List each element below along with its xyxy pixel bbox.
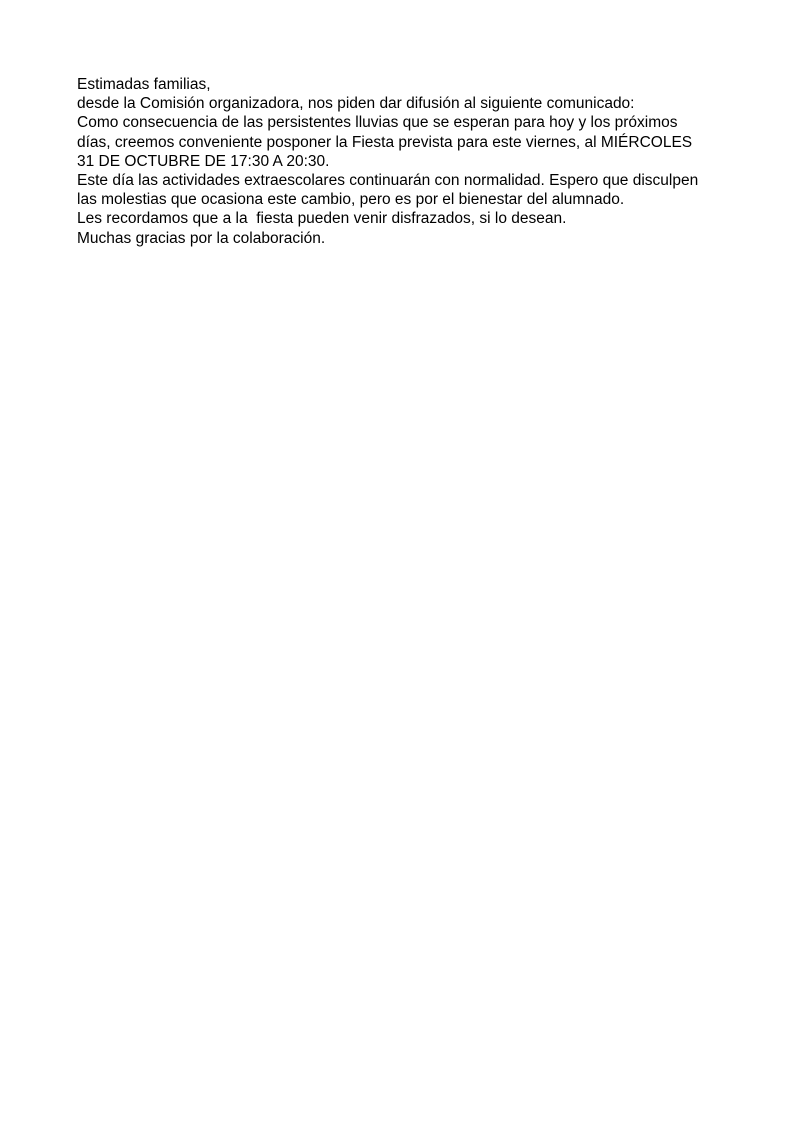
announcement-text-block [77, 75, 749, 248]
text-line: Estimadas familias, [77, 76, 211, 93]
text-line: Les recordamos que a la fiesta pueden venir disfrazados, si lo desean. [77, 210, 567, 228]
text-line: desde la Comisión organizadora, nos piden dar difusión al siguiente comunicado: [77, 95, 635, 113]
text-line: las molestias que ocasiona este cambio, pero es por el bienestar del alumnado. [77, 191, 625, 209]
text-line: Como consecuencia de las persistentes lluvias que se esperan para hoy y los próximos [77, 114, 678, 132]
text-line: 31 DE OCTUBRE DE 17:30 A 20:30. [77, 152, 330, 170]
text-line: Este día las actividades extraescolares continuarán con normalidad. Espero que disculpen [77, 172, 699, 190]
text-line: días, creemos conveniente posponer la Fiesta prevista para este viernes, al MIÉRCOLES [77, 133, 693, 151]
text-line: Muchas gracias por la colaboración. [77, 229, 326, 247]
